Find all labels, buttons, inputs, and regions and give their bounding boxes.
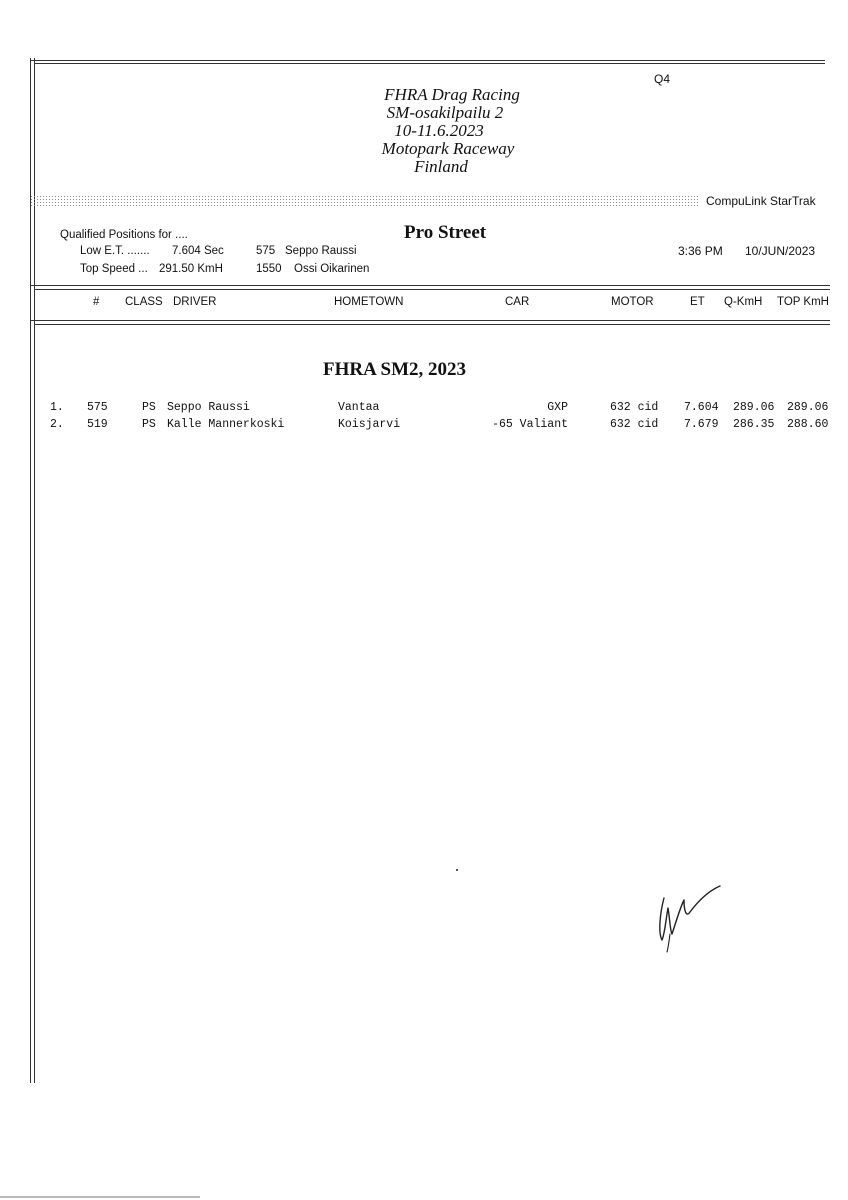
row-motor: 632 cid: [610, 418, 659, 431]
row-car: -65 Valiant: [492, 418, 568, 431]
row-motor: 632 cid: [610, 401, 659, 414]
header-rule-top-2: [34, 289, 830, 290]
column-header-class: CLASS: [125, 296, 163, 308]
top-speed-label: Top Speed ...: [80, 263, 148, 275]
low-et-label: Low E.T. .......: [80, 245, 150, 257]
row-topkmh: 289.06: [787, 401, 829, 414]
row-qkmh: 289.06: [733, 401, 775, 414]
class-title: Pro Street: [404, 222, 487, 243]
low-et-number: 575: [256, 245, 276, 257]
title-line-2: SM-osakilpailu 2: [386, 103, 504, 122]
left-border-inner: [34, 58, 35, 1083]
report-time: 3:36 PM: [678, 244, 723, 258]
row-driver: Kalle Mannerkoski: [167, 418, 285, 431]
top-speed-driver: Ossi Oikarinen: [294, 263, 370, 275]
row-number: 519: [87, 418, 108, 431]
header-rule-bottom: [30, 320, 830, 321]
top-border: [30, 60, 825, 61]
event-title: FHRA SM2, 2023: [323, 359, 467, 380]
row-driver: Seppo Raussi: [167, 401, 250, 414]
header-rule-bottom-2: [34, 324, 830, 325]
dotted-separator: [30, 195, 698, 207]
column-header-car: CAR: [505, 296, 530, 308]
row-et: 7.679: [684, 418, 719, 431]
column-header-num: #: [93, 296, 100, 308]
row-car: GXP: [547, 401, 568, 414]
bottom-scan-line: [0, 1196, 200, 1198]
signature: [650, 878, 730, 958]
row-qkmh: 286.35: [733, 418, 775, 431]
report-date: 10/JUN/2023: [745, 244, 816, 258]
header-rule-top: [30, 285, 830, 286]
title-line-1: FHRA Drag Racing: [384, 85, 520, 104]
row-position: 2.: [50, 418, 64, 431]
title-line-4: Motopark Raceway: [381, 139, 515, 158]
column-header-driver: DRIVER: [173, 296, 217, 308]
top-border-inner: [34, 63, 825, 64]
column-header-et: ET: [690, 296, 705, 308]
row-topkmh: 288.60: [787, 418, 829, 431]
row-hometown: Vantaa: [338, 401, 380, 414]
row-et: 7.604: [684, 401, 719, 414]
row-class: PS: [142, 418, 156, 431]
left-border: [30, 58, 31, 1083]
column-header-qkmh: Q-KmH: [724, 296, 763, 308]
report-code: Q4: [654, 72, 671, 86]
low-et-driver: Seppo Raussi: [285, 245, 357, 257]
title-line-5: Finland: [414, 157, 468, 176]
top-speed-number: 1550: [256, 263, 282, 275]
qualified-label: Qualified Positions for ....: [60, 229, 188, 241]
row-hometown: Koisjarvi: [338, 418, 401, 431]
header-title: [340, 86, 560, 176]
column-header-topkmh: TOP KmH: [777, 296, 829, 308]
column-header-hometown: HOMETOWN: [334, 296, 404, 308]
row-position: 1.: [50, 401, 64, 414]
row-number: 575: [87, 401, 108, 414]
system-name: CompuLink StarTrak: [706, 194, 816, 208]
low-et-value: 7.604 Sec: [172, 245, 224, 257]
top-speed-value: 291.50 KmH: [159, 263, 223, 275]
scan-speck: [456, 869, 458, 871]
column-header-motor: MOTOR: [611, 296, 654, 308]
row-class: PS: [142, 401, 156, 414]
title-line-3: 10-11.6.2023: [394, 121, 484, 140]
